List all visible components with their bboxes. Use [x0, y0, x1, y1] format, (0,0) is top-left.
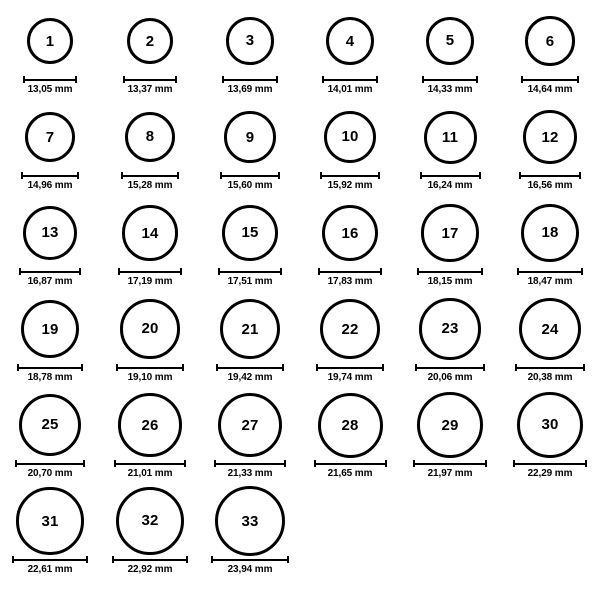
ring-circle-wrap [322, 198, 379, 268]
diameter-measure-bar [19, 268, 81, 275]
ring-circle-icon [417, 392, 483, 458]
ring-size-cell [100, 6, 200, 102]
diameter-measure-bar [314, 460, 387, 467]
ring-circle-wrap [424, 102, 477, 172]
diameter-measure-bar [216, 364, 284, 371]
diameter-label: 16,56 mm [527, 180, 573, 191]
ring-size-number: 24 [541, 320, 559, 338]
ring-size-cell [300, 102, 400, 198]
diameter-label: 15,60 mm [227, 180, 273, 191]
diameter-measure-bar [320, 172, 380, 179]
ring-size-cell [100, 390, 200, 486]
ring-size-number: 20 [141, 320, 159, 338]
ring-circle-wrap [23, 198, 77, 268]
diameter-label: 17,19 mm [127, 276, 173, 287]
ring-circle-icon [224, 111, 276, 163]
ring-size-number: 11 [441, 128, 459, 146]
ring-circle-icon [218, 393, 282, 457]
ring-circle-icon [523, 110, 577, 164]
ring-circle-icon [21, 300, 80, 359]
ring-size-cell [500, 198, 600, 294]
diameter-measure-bar [413, 460, 487, 467]
ring-circle-wrap [417, 390, 483, 460]
ring-size-cell [500, 102, 600, 198]
ring-size-cell [200, 294, 300, 390]
diameter-label: 16,87 mm [27, 276, 73, 287]
diameter-measure-bar [121, 172, 180, 179]
diameter-label: 18,78 mm [27, 372, 73, 383]
ring-circle-icon [426, 17, 475, 66]
ring-circle-icon [118, 393, 182, 457]
diameter-measure-bar [422, 76, 479, 83]
diameter-measure-bar [112, 556, 188, 563]
ring-size-number: 15 [241, 224, 259, 242]
ring-size-cell [100, 198, 200, 294]
diameter-label: 21,65 mm [327, 468, 373, 479]
ring-circle-icon [116, 487, 184, 555]
ring-size-number: 31 [41, 512, 59, 530]
diameter-label: 18,15 mm [427, 276, 473, 287]
diameter-label: 20,06 mm [427, 372, 473, 383]
diameter-measure-bar [211, 556, 289, 563]
ring-size-cell [200, 6, 300, 102]
ring-size-number: 19 [41, 320, 59, 338]
ring-size-cell [0, 294, 100, 390]
ring-size-number: 9 [245, 128, 255, 146]
diameter-label: 21,97 mm [427, 468, 473, 479]
ring-circle-wrap [426, 6, 475, 76]
diameter-measure-bar [17, 364, 84, 371]
ring-circle-icon [19, 394, 82, 457]
ring-circle-wrap [127, 6, 174, 76]
ring-size-cell [200, 198, 300, 294]
diameter-measure-bar [15, 460, 86, 467]
ring-size-number: 13 [41, 224, 59, 242]
ring-size-cell [200, 102, 300, 198]
diameter-label: 20,38 mm [527, 372, 573, 383]
ring-circle-icon [226, 17, 273, 64]
ring-size-cell [400, 102, 500, 198]
ring-circle-icon [16, 487, 83, 554]
ring-size-cell [500, 390, 600, 486]
diameter-label: 20,70 mm [27, 468, 73, 479]
diameter-measure-bar [318, 268, 383, 275]
ring-size-number: 3 [245, 32, 255, 50]
ring-size-number: 1 [45, 32, 55, 50]
ring-circle-wrap [118, 390, 182, 460]
diameter-label: 22,61 mm [27, 564, 73, 575]
diameter-label: 22,92 mm [127, 564, 173, 575]
ring-circle-wrap [419, 294, 480, 364]
ring-circle-icon [318, 393, 383, 458]
diameter-label: 15,92 mm [327, 180, 373, 191]
ring-circle-wrap [421, 198, 478, 268]
ring-circle-icon [324, 111, 376, 163]
ring-size-number: 22 [341, 320, 359, 338]
ring-circle-wrap [226, 6, 273, 76]
ring-size-cell [500, 6, 600, 102]
ring-circle-icon [326, 17, 374, 65]
diameter-measure-bar [12, 556, 87, 563]
ring-size-number: 29 [441, 416, 459, 434]
diameter-label: 17,83 mm [327, 276, 373, 287]
diameter-label: 15,28 mm [127, 180, 173, 191]
diameter-label: 16,24 mm [427, 180, 473, 191]
diameter-measure-bar [116, 364, 183, 371]
diameter-measure-bar [515, 364, 585, 371]
ring-size-cell [300, 6, 400, 102]
ring-circle-wrap [16, 486, 83, 556]
ring-circle-wrap [521, 198, 579, 268]
ring-size-number: 21 [241, 320, 259, 338]
ring-circle-icon [525, 16, 575, 66]
diameter-label: 22,29 mm [527, 468, 573, 479]
diameter-label: 13,69 mm [227, 84, 273, 95]
ring-size-cell [400, 6, 500, 102]
ring-circle-wrap [27, 6, 73, 76]
diameter-label: 14,64 mm [527, 84, 573, 95]
ring-size-number: 8 [145, 128, 155, 146]
diameter-measure-bar [222, 76, 277, 83]
ring-circle-wrap [525, 6, 575, 76]
ring-circle-wrap [125, 102, 176, 172]
ring-size-number: 18 [541, 224, 559, 242]
ring-circle-icon [322, 205, 379, 262]
ring-size-number: 7 [45, 128, 55, 146]
ring-circle-icon [25, 112, 75, 162]
ring-size-number: 10 [341, 128, 359, 146]
ring-circle-icon [215, 486, 285, 556]
ring-circle-wrap [122, 198, 177, 268]
diameter-label: 19,74 mm [327, 372, 373, 383]
ring-circle-wrap [324, 102, 376, 172]
ring-size-number: 16 [341, 224, 359, 242]
ring-circle-icon [23, 206, 77, 260]
ring-size-cell [200, 486, 300, 582]
ring-size-cell [200, 390, 300, 486]
ring-size-cell [100, 102, 200, 198]
ring-circle-icon [120, 299, 179, 358]
diameter-measure-bar [519, 172, 581, 179]
ring-circle-wrap [326, 6, 374, 76]
ring-size-cell [100, 486, 200, 582]
diameter-measure-bar [114, 460, 186, 467]
diameter-label: 23,94 mm [227, 564, 273, 575]
ring-circle-icon [122, 205, 177, 260]
ring-circle-wrap [21, 294, 80, 364]
ring-circle-wrap [523, 102, 577, 172]
diameter-measure-bar [415, 364, 484, 371]
ring-size-cell [400, 198, 500, 294]
ring-circle-wrap [224, 102, 276, 172]
ring-circle-wrap [519, 294, 581, 364]
ring-size-number: 14 [141, 224, 159, 242]
diameter-measure-bar [316, 364, 385, 371]
diameter-label: 19,10 mm [127, 372, 173, 383]
ring-circle-icon [421, 204, 478, 261]
ring-size-number: 6 [545, 32, 555, 50]
diameter-measure-bar [218, 268, 282, 275]
ring-size-cell [300, 294, 400, 390]
ring-size-number: 26 [141, 416, 159, 434]
ring-circle-wrap [120, 294, 179, 364]
ring-size-cell [0, 390, 100, 486]
ring-circle-wrap [19, 390, 82, 460]
ring-size-number: 25 [41, 416, 59, 434]
ring-circle-icon [320, 299, 381, 360]
empty-cell [500, 486, 600, 582]
ring-size-cell [500, 294, 600, 390]
ring-circle-wrap [218, 390, 282, 460]
ring-circle-wrap [320, 294, 381, 364]
ring-circle-wrap [517, 390, 583, 460]
diameter-measure-bar [123, 76, 178, 83]
diameter-measure-bar [322, 76, 378, 83]
ring-circle-wrap [215, 486, 285, 556]
ring-circle-wrap [25, 102, 75, 172]
ring-circle-icon [27, 18, 73, 64]
ring-size-number: 27 [241, 416, 259, 434]
ring-size-cell [400, 390, 500, 486]
diameter-measure-bar [417, 268, 482, 275]
ring-size-number: 17 [441, 224, 459, 242]
diameter-measure-bar [220, 172, 280, 179]
diameter-measure-bar [521, 76, 579, 83]
ring-size-number: 28 [341, 416, 359, 434]
ring-size-cell [400, 294, 500, 390]
diameter-label: 13,05 mm [27, 84, 73, 95]
ring-circle-wrap [318, 390, 383, 460]
diameter-measure-bar [513, 460, 587, 467]
ring-size-cell [0, 6, 100, 102]
diameter-label: 13,37 mm [127, 84, 173, 95]
diameter-label: 21,01 mm [127, 468, 173, 479]
ring-size-cell [0, 486, 100, 582]
ring-circle-wrap [222, 198, 278, 268]
diameter-measure-bar [517, 268, 583, 275]
ring-circle-icon [125, 112, 176, 163]
ring-circle-wrap [116, 486, 184, 556]
diameter-label: 17,51 mm [227, 276, 273, 287]
ring-size-number: 32 [141, 512, 159, 530]
diameter-measure-bar [420, 172, 481, 179]
ring-size-number: 4 [345, 32, 355, 50]
ring-circle-icon [127, 18, 174, 65]
diameter-label: 19,42 mm [227, 372, 273, 383]
ring-size-number: 30 [541, 416, 559, 434]
empty-cell [400, 486, 500, 582]
ring-size-cell [0, 198, 100, 294]
ring-circle-wrap [220, 294, 280, 364]
diameter-measure-bar [214, 460, 286, 467]
ring-circle-icon [419, 298, 480, 359]
ring-circle-icon [519, 298, 581, 360]
empty-cell [300, 486, 400, 582]
ring-size-number: 23 [441, 320, 459, 338]
ring-circle-icon [424, 111, 477, 164]
ring-circle-icon [222, 205, 278, 261]
ring-size-number: 2 [145, 32, 155, 50]
ring-size-cell [300, 198, 400, 294]
ring-circle-icon [521, 204, 579, 262]
ring-circle-icon [220, 299, 280, 359]
diameter-label: 14,96 mm [27, 180, 73, 191]
diameter-measure-bar [23, 76, 77, 83]
ring-size-number: 5 [445, 32, 455, 50]
diameter-measure-bar [21, 172, 79, 179]
diameter-label: 14,33 mm [427, 84, 473, 95]
ring-circle-icon [517, 392, 583, 458]
ring-size-number: 12 [541, 128, 559, 146]
ring-size-cell [100, 294, 200, 390]
diameter-label: 21,33 mm [227, 468, 273, 479]
ring-size-number: 33 [241, 512, 259, 530]
diameter-measure-bar [118, 268, 181, 275]
diameter-label: 18,47 mm [527, 276, 573, 287]
ring-size-cell [300, 390, 400, 486]
diameter-label: 14,01 mm [327, 84, 373, 95]
ring-size-cell [0, 102, 100, 198]
